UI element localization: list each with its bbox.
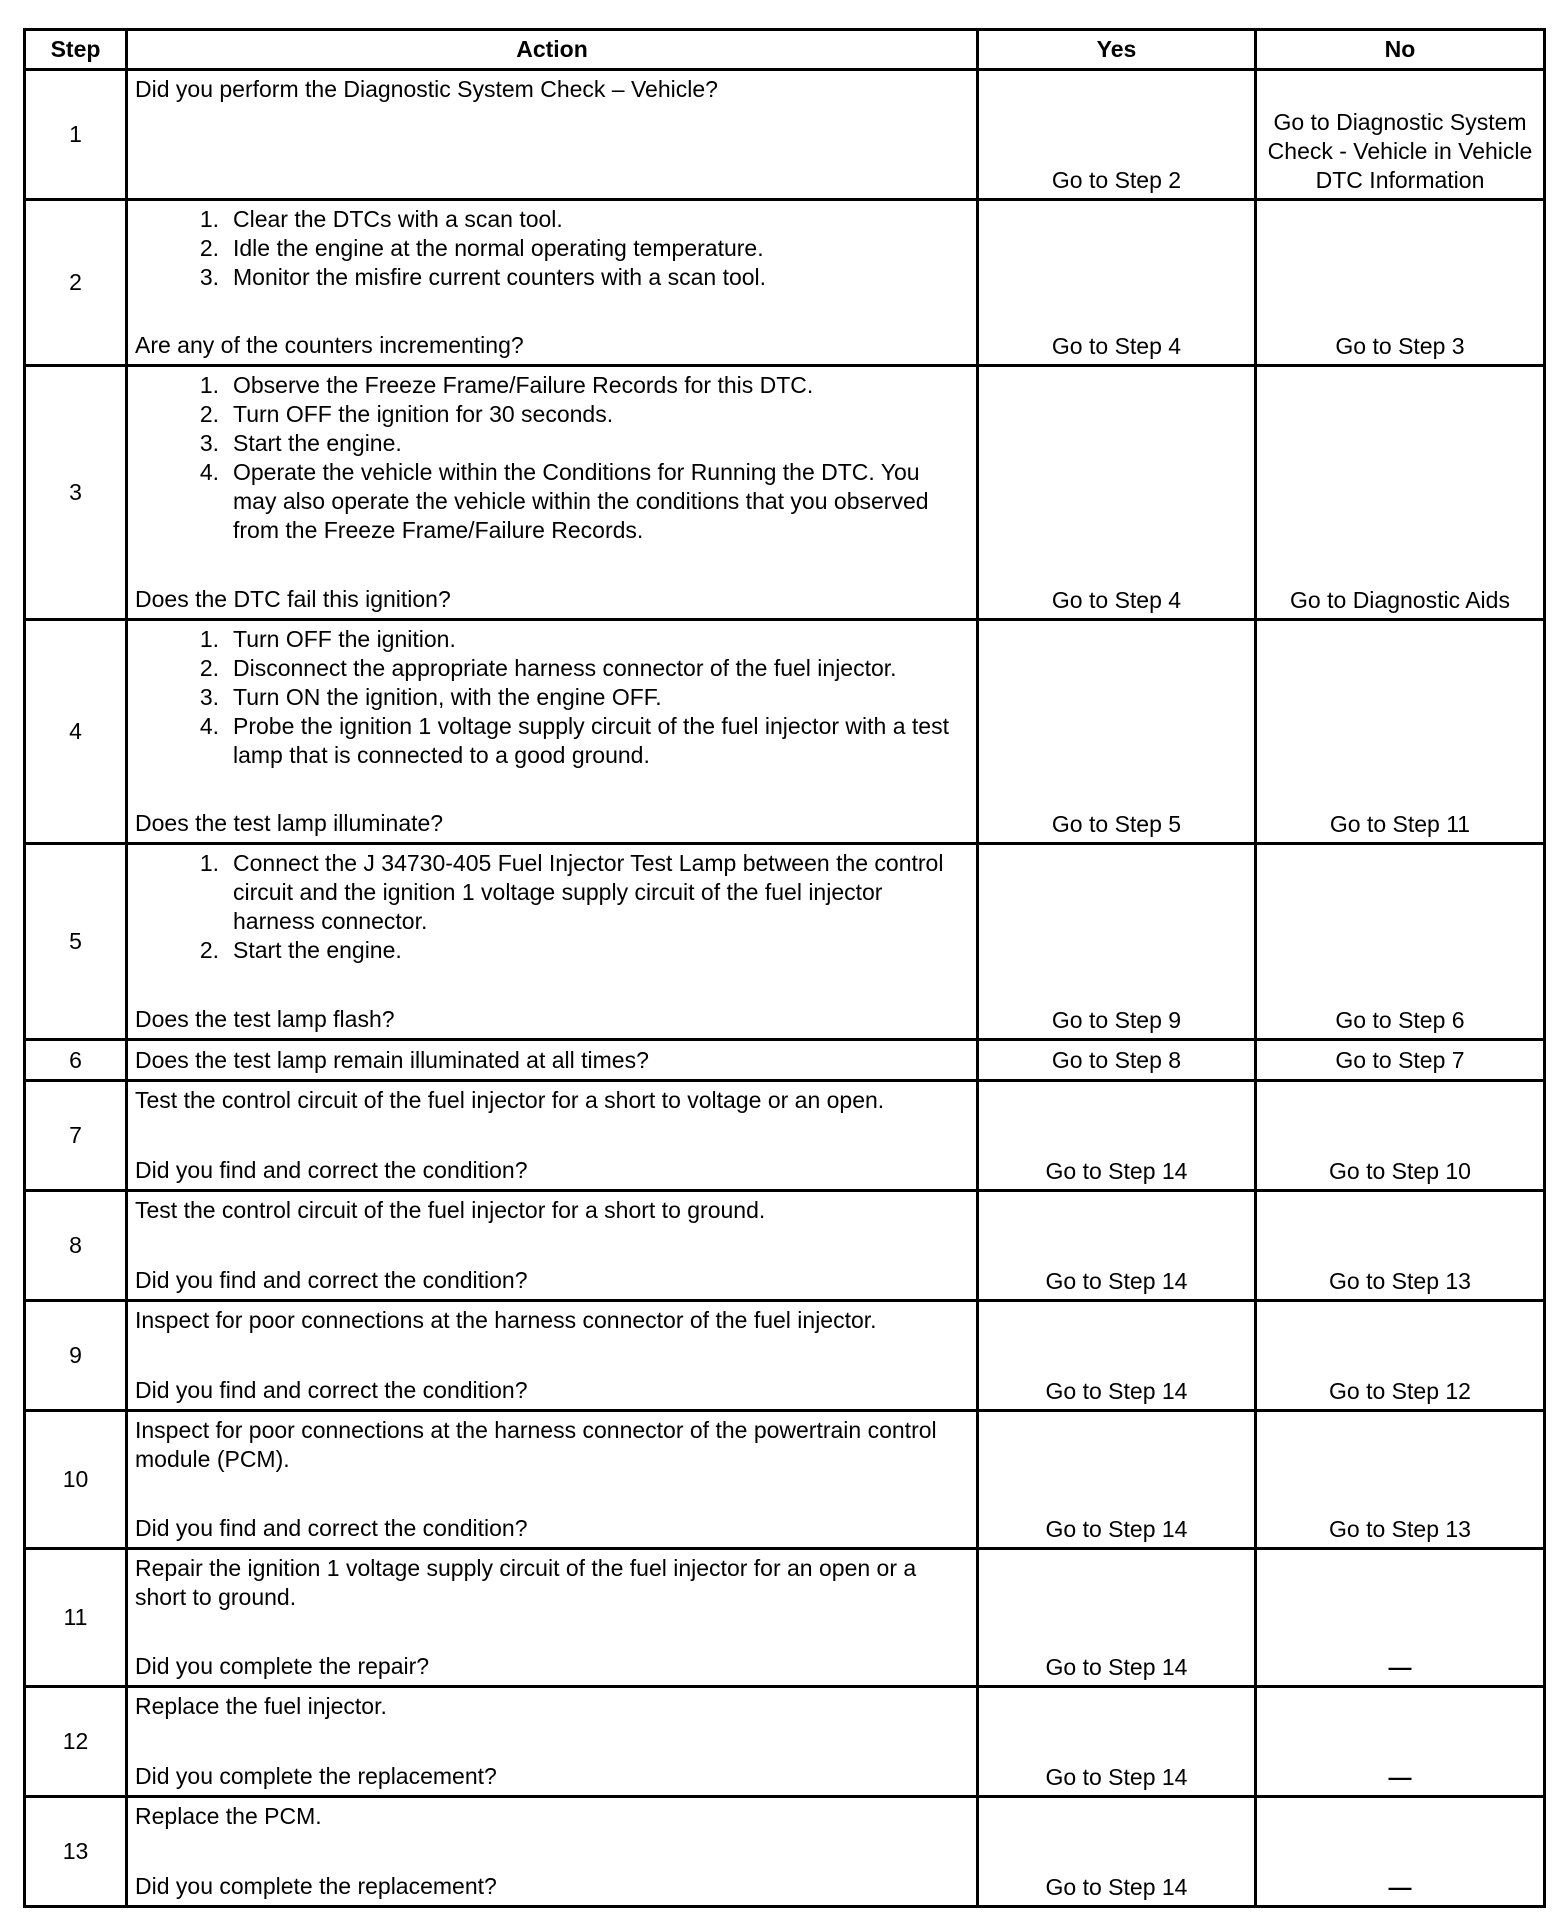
list-item: 1. Observe the Freeze Frame/Failure Records for this DTC. <box>199 372 814 398</box>
action-steps <box>135 625 968 770</box>
no-cell: Go to Step 6 <box>1256 844 1545 1040</box>
list-item: 4. Probe the ignition 1 voltage supply circuit of the fuel injector with a test lamp that is connected to a good ground. <box>199 713 949 768</box>
table-row <box>25 844 1545 1040</box>
action-cell <box>127 844 978 1040</box>
step-number: 5 <box>25 844 127 1040</box>
table-row <box>25 1687 1545 1797</box>
yes-cell: Go to Step 2 <box>978 70 1256 200</box>
list-item: 2. Start the engine. <box>199 937 402 963</box>
action-question: Does the test lamp illuminate? <box>135 810 444 836</box>
action-cell <box>127 1191 978 1301</box>
action-question: Did you complete the repair? <box>135 1653 430 1679</box>
action-instruction: Inspect for poor connections at the harness connector of the powertrain control module (PCM). <box>135 1417 937 1472</box>
action-steps <box>135 371 968 545</box>
yes-cell: Go to Step 8 <box>978 1040 1256 1081</box>
step-number: 6 <box>25 1040 127 1081</box>
yes-cell: Go to Step 14 <box>978 1687 1256 1797</box>
list-item: 1. Clear the DTCs with a scan tool. <box>199 206 563 232</box>
list-item: 3. Turn ON the ignition, with the engine OFF. <box>199 684 662 710</box>
no-cell: Go to Step 11 <box>1256 620 1545 844</box>
yes-cell: Go to Step 14 <box>978 1797 1256 1907</box>
table-row <box>25 1797 1545 1907</box>
step-number: 11 <box>25 1549 127 1687</box>
action-steps <box>135 849 968 965</box>
yes-cell: Go to Step 4 <box>978 366 1256 620</box>
action-question: Does the DTC fail this ignition? <box>135 586 451 612</box>
list-item: 2. Idle the engine at the normal operating temperature. <box>199 235 764 261</box>
yes-cell: Go to Step 9 <box>978 844 1256 1040</box>
no-cell: Go to Step 7 <box>1256 1040 1545 1081</box>
table-row <box>25 1549 1545 1687</box>
list-item: 2. Disconnect the appropriate harness connector of the fuel injector. <box>199 655 897 681</box>
table-row <box>25 1081 1545 1191</box>
action-cell <box>127 1411 978 1549</box>
header-action: Action <box>127 30 978 70</box>
action-cell <box>127 200 978 366</box>
step-number: 12 <box>25 1687 127 1797</box>
action-question: Does the test lamp flash? <box>135 1006 395 1032</box>
action-question: Does the test lamp remain illuminated at all times? <box>135 1046 649 1073</box>
action-cell <box>127 1081 978 1191</box>
list-item: 3. Monitor the misfire current counters with a scan tool. <box>199 264 767 290</box>
yes-cell: Go to Step 14 <box>978 1191 1256 1301</box>
dash-mark: — <box>1388 1654 1412 1680</box>
header-no: No <box>1256 30 1545 70</box>
no-cell <box>1256 1687 1545 1797</box>
no-cell: Go to Diagnostic System Check - Vehicle in Vehicle DTC Information <box>1256 70 1545 200</box>
table-row <box>25 1040 1545 1081</box>
action-instruction: Test the control circuit of the fuel injector for a short to ground. <box>135 1197 766 1223</box>
list-item: 2. Turn OFF the ignition for 30 seconds. <box>199 401 614 427</box>
action-question: Did you perform the Diagnostic System Check – Vehicle? <box>135 76 718 102</box>
action-cell <box>127 1549 978 1687</box>
action-question: Did you find and correct the condition? <box>135 1377 528 1403</box>
yes-cell: Go to Step 14 <box>978 1301 1256 1411</box>
no-cell: Go to Step 12 <box>1256 1301 1545 1411</box>
dash-mark: — <box>1388 1764 1412 1790</box>
list-item: 3. Start the engine. <box>199 430 402 456</box>
no-cell <box>1256 1797 1545 1907</box>
yes-cell: Go to Step 5 <box>978 620 1256 844</box>
action-question: Did you complete the replacement? <box>135 1873 497 1899</box>
no-cell: Go to Step 10 <box>1256 1081 1545 1191</box>
table-row <box>25 1191 1545 1301</box>
action-cell <box>127 1797 978 1907</box>
action-cell <box>127 1040 978 1081</box>
header-row <box>25 30 1545 70</box>
action-question: Did you complete the replacement? <box>135 1763 497 1789</box>
step-number: 2 <box>25 200 127 366</box>
yes-cell: Go to Step 4 <box>978 200 1256 366</box>
yes-cell: Go to Step 14 <box>978 1081 1256 1191</box>
header-yes: Yes <box>978 30 1256 70</box>
action-question: Did you find and correct the condition? <box>135 1267 528 1293</box>
step-number: 10 <box>25 1411 127 1549</box>
action-cell <box>127 1301 978 1411</box>
list-item: 1. Turn OFF the ignition. <box>199 626 456 652</box>
dash-mark: — <box>1388 1874 1412 1900</box>
table-row <box>25 1301 1545 1411</box>
action-question: Did you find and correct the condition? <box>135 1515 528 1541</box>
action-cell <box>127 70 978 200</box>
header-step: Step <box>25 30 127 70</box>
no-cell: Go to Diagnostic Aids <box>1256 366 1545 620</box>
table-row <box>25 70 1545 200</box>
list-item: 4. Operate the vehicle within the Conditions for Running the DTC. You may also operate the vehicle within the conditions that you observed from the Freeze Frame/Failure Records. <box>199 459 929 543</box>
step-number: 1 <box>25 70 127 200</box>
action-instruction: Repair the ignition 1 voltage supply circuit of the fuel injector for an open or a short to ground. <box>135 1555 917 1610</box>
no-cell: Go to Step 13 <box>1256 1191 1545 1301</box>
action-cell <box>127 620 978 844</box>
table-row <box>25 1411 1545 1549</box>
step-number: 3 <box>25 366 127 620</box>
step-number: 4 <box>25 620 127 844</box>
action-cell <box>127 366 978 620</box>
action-instruction: Test the control circuit of the fuel injector for a short to voltage or an open. <box>135 1087 885 1113</box>
diagnostic-table <box>23 28 1546 1908</box>
action-question: Did you find and correct the condition? <box>135 1157 528 1183</box>
action-steps <box>135 205 968 292</box>
yes-cell: Go to Step 14 <box>978 1411 1256 1549</box>
action-cell <box>127 1687 978 1797</box>
table-row <box>25 620 1545 844</box>
table-row <box>25 200 1545 366</box>
action-question: Are any of the counters incrementing? <box>135 332 524 358</box>
no-cell: Go to Step 3 <box>1256 200 1545 366</box>
no-cell <box>1256 1549 1545 1687</box>
step-number: 13 <box>25 1797 127 1907</box>
action-instruction: Inspect for poor connections at the harness connector of the fuel injector. <box>135 1307 877 1333</box>
action-instruction: Replace the fuel injector. <box>135 1693 387 1719</box>
step-number: 8 <box>25 1191 127 1301</box>
no-cell: Go to Step 13 <box>1256 1411 1545 1549</box>
action-instruction: Replace the PCM. <box>135 1803 322 1829</box>
yes-cell: Go to Step 14 <box>978 1549 1256 1687</box>
step-number: 9 <box>25 1301 127 1411</box>
table-row <box>25 366 1545 620</box>
list-item: 1. Connect the J 34730-405 Fuel Injector Test Lamp between the control circuit and the ignition 1 voltage supply circuit of the fuel injector harness connector. <box>199 850 944 934</box>
step-number: 7 <box>25 1081 127 1191</box>
